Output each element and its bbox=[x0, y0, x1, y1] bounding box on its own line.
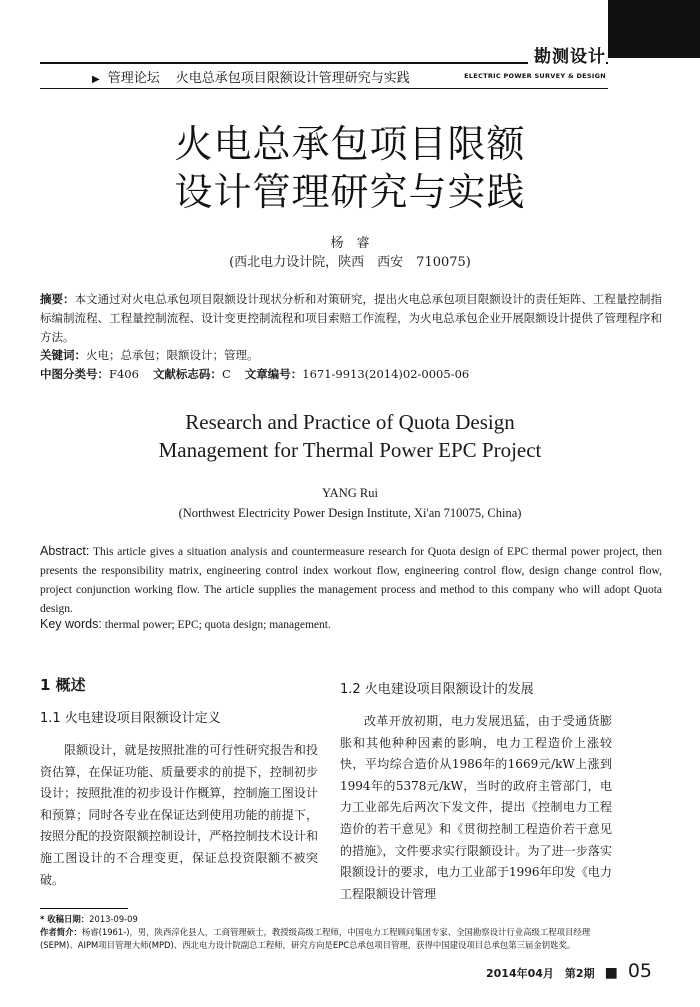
author-bio-text: 杨睿(1961-)，男，陕西淳化县人，工商管理硕士，教授级高级工程师，中国电力工程顾问集团专家、全国勘察设计行业高级工程项目经理(SEPM)、AIPM项目管理大师(MPD)、西北电力设计院副总工程师，研究方向是EPC总承包项目管理，获得中国建设项目总承包第三届金钥匙奖。 bbox=[40, 927, 591, 950]
chinese-author: 杨 睿 bbox=[330, 236, 370, 251]
article-number-label: 文章编号： bbox=[244, 367, 303, 381]
chinese-title-line-1: 火电总承包项目限额 bbox=[174, 122, 526, 166]
english-title bbox=[0, 408, 700, 464]
chinese-title-line-2: 设计管理研究与实践 bbox=[174, 170, 526, 214]
chinese-abstract bbox=[40, 290, 662, 347]
body-left-column bbox=[40, 674, 318, 891]
column-name: 管理论坛 bbox=[107, 71, 160, 86]
square-bullet-icon: ■ bbox=[604, 965, 618, 981]
running-header bbox=[92, 67, 410, 86]
english-abstract bbox=[40, 542, 662, 619]
english-keywords bbox=[40, 617, 331, 631]
header-rule-top bbox=[40, 62, 608, 64]
section-1-1-heading: 1.1 火电建设项目限额设计定义 bbox=[40, 711, 221, 726]
english-keywords-label: Key words: bbox=[40, 617, 102, 631]
english-title-line-2: Management for Thermal Power EPC Project bbox=[158, 438, 542, 462]
chinese-keywords-label: 关键词： bbox=[40, 348, 86, 362]
english-title-line-1: Research and Practice of Quota Design bbox=[185, 410, 515, 434]
english-affiliation: (Northwest Electricity Power Design Institute, Xi'an 710075, China) bbox=[178, 506, 522, 520]
received-date: 2013-09-09 bbox=[89, 914, 138, 924]
doc-code-label: 文献标志码： bbox=[152, 367, 222, 381]
doc-code-value: C bbox=[221, 367, 231, 381]
page-footer bbox=[486, 960, 652, 982]
issue-date: 2014年04月 第2期 bbox=[486, 967, 595, 980]
page-number: 05 bbox=[627, 960, 652, 982]
chinese-title bbox=[0, 120, 700, 216]
section-1-2-paragraph: 改革开放初期，电力发展迅猛，由于受通货膨胀和其他种种因素的影响，电力工程造价上涨较快，平均综合造价从1986年的1669元/kW上涨到1994年的5378元/kW，当时的政府主管部门，电力工业部先后两次下发文件，提出《控制电力工程造价的若干意见》和《贯彻控制工程造价若干意见的措施》，文件要求实行限额设计。为了进一步落实限额设计的要求，电力工业部于1996年印发《电力工程限额设计管理 bbox=[340, 714, 612, 901]
received-label: * 收稿日期： bbox=[40, 914, 90, 924]
running-title: 火电总承包项目限额设计管理研究与实践 bbox=[175, 71, 410, 86]
english-keywords-text: thermal power; EPC; quota design; management. bbox=[104, 619, 331, 631]
footnote-rule bbox=[40, 908, 128, 909]
header-rule-bottom bbox=[40, 88, 608, 89]
clc-label: 中图分类号： bbox=[40, 367, 109, 381]
header-black-tab bbox=[608, 0, 700, 58]
body-right-column bbox=[340, 678, 612, 905]
triangle-right-icon: ▶ bbox=[92, 74, 100, 85]
chinese-keywords-text: 火电；总承包；限额设计；管理。 bbox=[86, 348, 259, 362]
chinese-affiliation: (西北电力设计院，陕西 西安 710075) bbox=[229, 255, 471, 270]
footnote-author-bio bbox=[40, 926, 620, 952]
article-number-value: 1671-9913(2014)02-0005-06 bbox=[302, 367, 470, 381]
footnote-received bbox=[40, 913, 620, 926]
chinese-abstract-label: 摘要： bbox=[40, 292, 75, 306]
english-abstract-label: Abstract: bbox=[40, 544, 90, 558]
english-author: YANG Rui bbox=[322, 486, 378, 500]
section-1-1-paragraph: 限额设计，就是按照批准的可行性研究报告和投资估算，在保证功能、质量要求的前提下，控制初步设计；按照批准的初步设计作概算，控制施工图设计和预算；同时各专业在保证达到使用功能的前提下，按照分配的投资限额控制设计，严格控制技术设计和施工图设计的不合理变更，保证总投资限额不被突破。 bbox=[40, 743, 318, 887]
journal-brand: 勘测设计 bbox=[528, 42, 606, 67]
clc-value: F406 bbox=[109, 367, 139, 381]
chinese-keywords bbox=[40, 347, 259, 363]
section-1-2-heading: 1.2 火电建设项目限额设计的发展 bbox=[340, 682, 534, 697]
author-bio-label: 作者简介： bbox=[40, 927, 82, 937]
journal-brand-english: ELECTRIC POWER SURVEY & DESIGN bbox=[464, 72, 606, 80]
section-1-heading: 1 概述 bbox=[40, 676, 86, 694]
chinese-abstract-text: 本文通过对火电总承包项目限额设计现状分析和对策研究，提出火电总承包项目限额设计的责任矩阵、工程量控制指标编制流程、工程量控制流程、设计变更控制流程和项目索赔工作流程，为火电总承包企业开展限额设计提供了管理程序和方法。 bbox=[40, 292, 662, 344]
classification-line bbox=[40, 366, 483, 382]
english-abstract-text: This article gives a situation analysis and countermeasure research for Quota design of EPC thermal power project, then presents the responsibility matrix, engineering control index workout flow, engineering control flow, design change control flow, project conjunction working flow. The article supplies the management process and method to this company who will adopt Quota design. bbox=[40, 546, 663, 615]
